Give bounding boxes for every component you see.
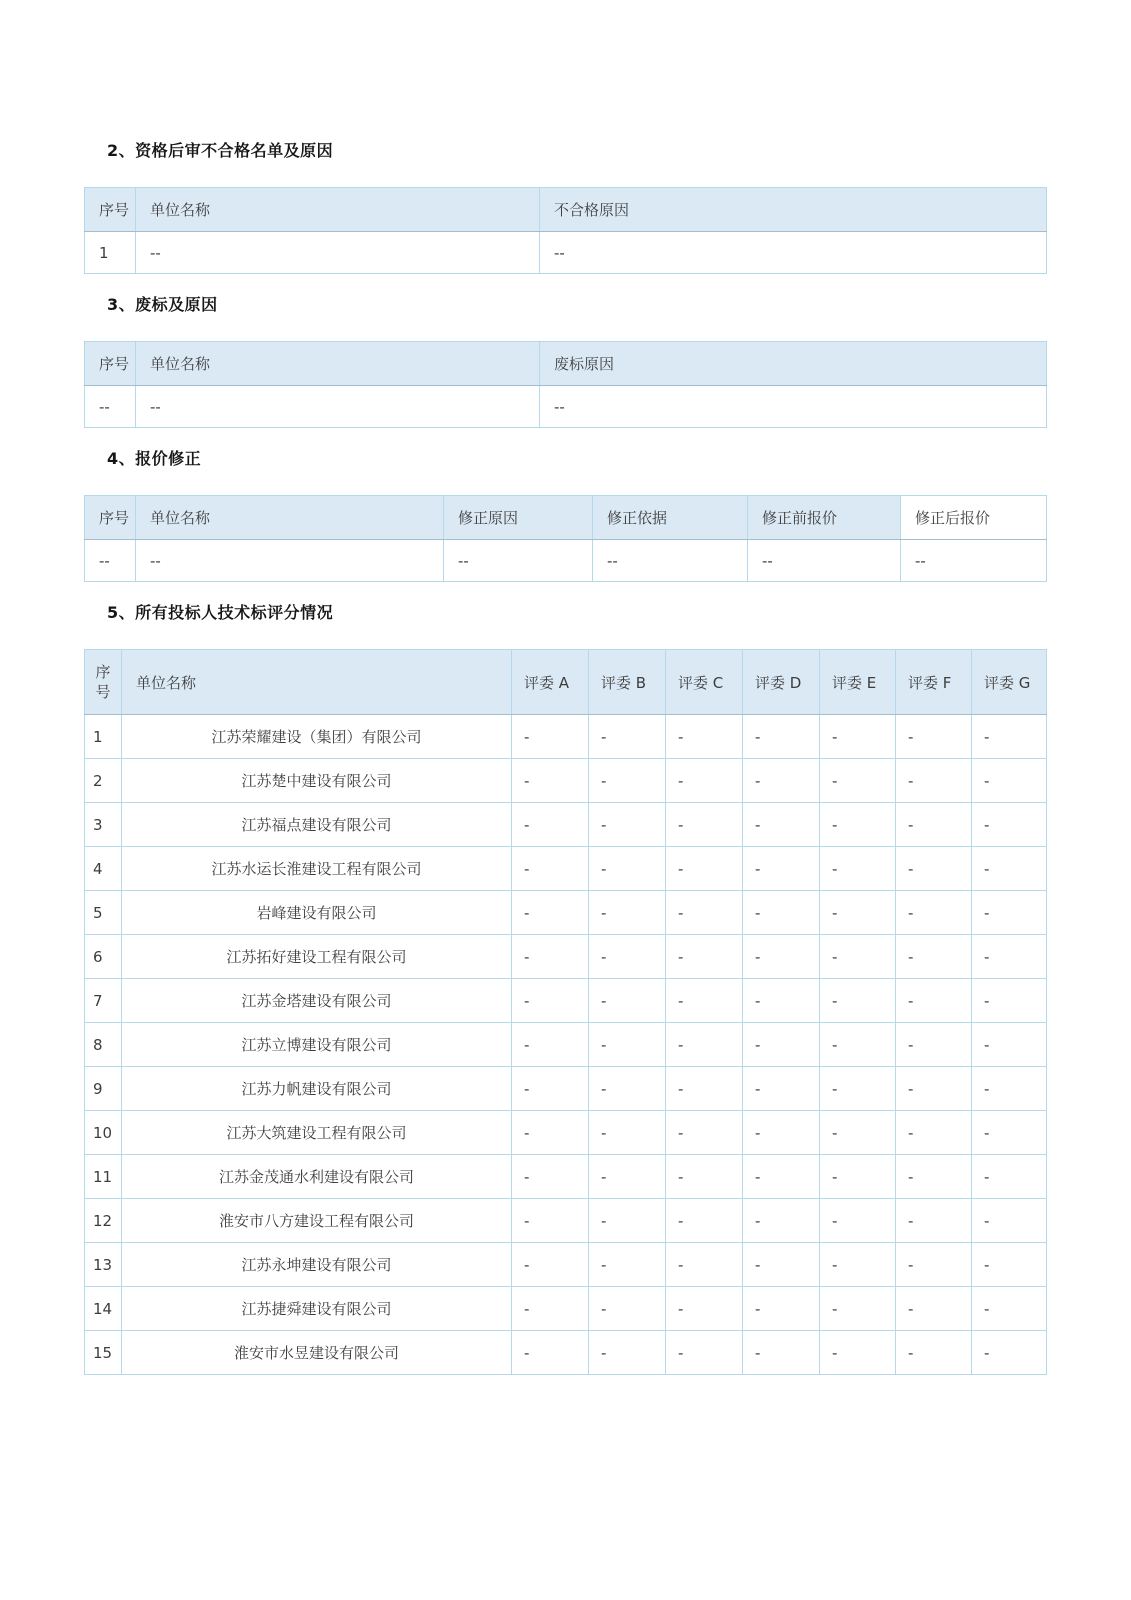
table-header-cell: 修正前报价 <box>748 496 901 540</box>
table-cell: - <box>589 1243 666 1287</box>
table-cell: - <box>512 1287 589 1331</box>
table-cell: -- <box>136 540 444 582</box>
table-cell: 7 <box>85 979 122 1023</box>
table-cell: - <box>512 847 589 891</box>
table-header-cell: 序号 <box>85 496 136 540</box>
table-cell: 12 <box>85 1199 122 1243</box>
table-cell: - <box>972 1243 1047 1287</box>
table-cell: - <box>512 1067 589 1111</box>
table-cell: - <box>666 803 743 847</box>
table-row <box>85 386 1047 428</box>
table-cell: - <box>589 1023 666 1067</box>
table-header-cell: 序号 <box>85 342 136 386</box>
table-cell: - <box>896 803 972 847</box>
section-qualification-fail <box>84 140 1047 274</box>
table-cell: - <box>666 1155 743 1199</box>
table-row <box>85 1023 1047 1067</box>
table-cell: - <box>743 1287 820 1331</box>
table-cell: -- <box>85 386 136 428</box>
table-cell: 江苏水运长淮建设工程有限公司 <box>122 847 512 891</box>
table-cell: - <box>743 1067 820 1111</box>
table-cell: - <box>820 1199 896 1243</box>
table-header-cell: 评委 F <box>896 650 972 715</box>
section-price-correction <box>84 448 1047 582</box>
table-cell: - <box>589 759 666 803</box>
table-header-cell: 单位名称 <box>122 650 512 715</box>
table-cell: - <box>743 891 820 935</box>
table-cell: - <box>589 979 666 1023</box>
section-technical-score <box>84 602 1047 1375</box>
table-cell: - <box>666 1023 743 1067</box>
table-row <box>85 1067 1047 1111</box>
table-cell: - <box>666 847 743 891</box>
table-cell: - <box>589 847 666 891</box>
table-row <box>85 540 1047 582</box>
table-cell: - <box>512 1199 589 1243</box>
table-header-cell: 序号 <box>85 188 136 232</box>
table-header-cell: 不合格原因 <box>540 188 1047 232</box>
table-cell: - <box>972 979 1047 1023</box>
table-row <box>85 891 1047 935</box>
table-row <box>85 1287 1047 1331</box>
table-cell: - <box>972 759 1047 803</box>
table-cell: - <box>820 803 896 847</box>
table-cell: - <box>743 1111 820 1155</box>
table-cell: - <box>589 1155 666 1199</box>
table-cell: - <box>512 935 589 979</box>
invalid-bid-table <box>84 341 1047 428</box>
table-cell: - <box>896 1199 972 1243</box>
table-cell: - <box>512 1243 589 1287</box>
table-header-row <box>85 342 1047 386</box>
table-cell: 8 <box>85 1023 122 1067</box>
table-cell: 3 <box>85 803 122 847</box>
table-cell: 淮安市八方建设工程有限公司 <box>122 1199 512 1243</box>
table-header-cell: 评委 E <box>820 650 896 715</box>
table-cell: - <box>896 935 972 979</box>
table-row <box>85 1111 1047 1155</box>
table-cell: - <box>512 803 589 847</box>
table-header-cell: 评委 B <box>589 650 666 715</box>
table-cell: - <box>820 1331 896 1375</box>
table-cell: 江苏楚中建设有限公司 <box>122 759 512 803</box>
section-invalid-bid <box>84 294 1047 428</box>
table-cell: - <box>743 803 820 847</box>
table-cell: - <box>666 979 743 1023</box>
table-header-cell: 评委 D <box>743 650 820 715</box>
table-cell: - <box>896 1331 972 1375</box>
table-cell: - <box>896 715 972 759</box>
table-header-cell: 评委 G <box>972 650 1047 715</box>
table-cell: 江苏永坤建设有限公司 <box>122 1243 512 1287</box>
table-cell: - <box>512 891 589 935</box>
table-cell: - <box>743 715 820 759</box>
table-cell: - <box>972 1155 1047 1199</box>
table-cell: - <box>743 1199 820 1243</box>
table-cell: 江苏立博建设有限公司 <box>122 1023 512 1067</box>
table-cell: - <box>896 1023 972 1067</box>
table-cell: - <box>512 1331 589 1375</box>
table-cell: 1 <box>85 715 122 759</box>
table-cell: - <box>820 979 896 1023</box>
table-cell: - <box>972 935 1047 979</box>
table-cell: - <box>589 935 666 979</box>
table-row <box>85 759 1047 803</box>
table-cell: - <box>743 759 820 803</box>
table-cell: - <box>589 1067 666 1111</box>
table-header-row <box>85 650 1047 715</box>
table-cell: -- <box>593 540 748 582</box>
table-cell: - <box>743 979 820 1023</box>
table-cell: - <box>972 891 1047 935</box>
table-cell: - <box>666 1287 743 1331</box>
table-cell: -- <box>85 540 136 582</box>
table-cell: 江苏拓好建设工程有限公司 <box>122 935 512 979</box>
table-row <box>85 1199 1047 1243</box>
table-header-cell: 单位名称 <box>136 188 540 232</box>
table-cell: 6 <box>85 935 122 979</box>
table-header-cell: 修正后报价 <box>901 496 1047 540</box>
table-cell: - <box>666 759 743 803</box>
table-cell: - <box>666 1331 743 1375</box>
table-cell: 13 <box>85 1243 122 1287</box>
table-cell: - <box>743 935 820 979</box>
table-row <box>85 232 1047 274</box>
table-cell: - <box>743 1023 820 1067</box>
table-cell: -- <box>136 386 540 428</box>
table-cell: 4 <box>85 847 122 891</box>
table-cell: -- <box>748 540 901 582</box>
table-cell: - <box>896 1287 972 1331</box>
table-cell: - <box>666 891 743 935</box>
table-cell: - <box>589 715 666 759</box>
table-cell: 江苏金塔建设有限公司 <box>122 979 512 1023</box>
table-cell: 2 <box>85 759 122 803</box>
table-cell: - <box>589 1111 666 1155</box>
table-cell: 14 <box>85 1287 122 1331</box>
table-cell: - <box>972 715 1047 759</box>
table-header-row <box>85 188 1047 232</box>
section-heading-qualification-fail: 2、资格后审不合格名单及原因 <box>107 141 334 160</box>
table-cell: - <box>820 1111 896 1155</box>
table-cell: - <box>896 1155 972 1199</box>
table-header-cell: 评委 C <box>666 650 743 715</box>
table-cell: 淮安市水昱建设有限公司 <box>122 1331 512 1375</box>
table-cell: - <box>820 1243 896 1287</box>
table-header-cell: 序号 <box>85 650 122 715</box>
table-cell: 1 <box>85 232 136 274</box>
table-cell: - <box>666 1199 743 1243</box>
table-cell: - <box>743 1155 820 1199</box>
table-row <box>85 935 1047 979</box>
table-header-cell: 修正原因 <box>444 496 593 540</box>
table-header-row <box>85 496 1047 540</box>
qualification-fail-table <box>84 187 1047 274</box>
table-row <box>85 847 1047 891</box>
table-header-cell: 单位名称 <box>136 496 444 540</box>
section-heading-price-correction: 4、报价修正 <box>107 449 202 468</box>
table-cell: - <box>972 1111 1047 1155</box>
table-cell: - <box>743 847 820 891</box>
table-cell: - <box>743 1331 820 1375</box>
table-cell: - <box>589 1287 666 1331</box>
section-heading-technical-score: 5、所有投标人技术标评分情况 <box>107 603 334 622</box>
table-cell: - <box>820 1287 896 1331</box>
table-cell: - <box>896 1243 972 1287</box>
table-cell: - <box>896 847 972 891</box>
table-cell: - <box>972 803 1047 847</box>
table-cell: - <box>589 1199 666 1243</box>
table-cell: 5 <box>85 891 122 935</box>
table-cell: - <box>820 1067 896 1111</box>
table-cell: - <box>589 803 666 847</box>
table-cell: - <box>820 1023 896 1067</box>
table-cell: 10 <box>85 1111 122 1155</box>
table-cell: - <box>666 1067 743 1111</box>
table-cell: - <box>666 935 743 979</box>
table-cell: 江苏力帆建设有限公司 <box>122 1067 512 1111</box>
table-cell: 江苏捷舜建设有限公司 <box>122 1287 512 1331</box>
table-cell: - <box>512 1023 589 1067</box>
table-row <box>85 979 1047 1023</box>
table-cell: - <box>972 1199 1047 1243</box>
table-cell: -- <box>444 540 593 582</box>
table-cell: - <box>972 1287 1047 1331</box>
table-cell: 江苏金茂通水利建设有限公司 <box>122 1155 512 1199</box>
table-cell: - <box>820 715 896 759</box>
table-cell: - <box>512 715 589 759</box>
table-cell: - <box>512 979 589 1023</box>
table-cell: - <box>896 759 972 803</box>
table-cell: - <box>512 1155 589 1199</box>
table-cell: - <box>589 1331 666 1375</box>
table-row <box>85 803 1047 847</box>
table-cell: - <box>666 1243 743 1287</box>
table-cell: - <box>896 1067 972 1111</box>
section-heading-invalid-bid: 3、废标及原因 <box>107 295 218 314</box>
table-row <box>85 1155 1047 1199</box>
table-cell: -- <box>540 232 1047 274</box>
price-correction-table <box>84 495 1047 582</box>
table-header-cell: 单位名称 <box>136 342 540 386</box>
table-cell: - <box>743 1243 820 1287</box>
table-cell: 9 <box>85 1067 122 1111</box>
table-cell: 江苏荣耀建设（集团）有限公司 <box>122 715 512 759</box>
table-cell: -- <box>901 540 1047 582</box>
table-cell: - <box>896 979 972 1023</box>
technical-score-table <box>84 649 1047 1375</box>
table-cell: - <box>896 891 972 935</box>
table-cell: 江苏福点建设有限公司 <box>122 803 512 847</box>
table-header-cell: 评委 A <box>512 650 589 715</box>
table-cell: - <box>666 715 743 759</box>
table-cell: - <box>512 759 589 803</box>
table-header-cell: 修正依据 <box>593 496 748 540</box>
table-cell: - <box>820 847 896 891</box>
table-cell: - <box>972 1331 1047 1375</box>
table-cell: - <box>972 847 1047 891</box>
table-row <box>85 715 1047 759</box>
table-row <box>85 1243 1047 1287</box>
table-cell: - <box>972 1067 1047 1111</box>
table-cell: - <box>589 891 666 935</box>
table-cell: 11 <box>85 1155 122 1199</box>
table-cell: - <box>972 1023 1047 1067</box>
table-cell: - <box>820 1155 896 1199</box>
table-cell: - <box>512 1111 589 1155</box>
table-cell: - <box>666 1111 743 1155</box>
table-cell: - <box>820 759 896 803</box>
table-row <box>85 1331 1047 1375</box>
table-cell: 15 <box>85 1331 122 1375</box>
table-cell: 岩峰建设有限公司 <box>122 891 512 935</box>
table-cell: - <box>896 1111 972 1155</box>
table-cell: 江苏大筑建设工程有限公司 <box>122 1111 512 1155</box>
table-cell: -- <box>136 232 540 274</box>
table-cell: - <box>820 891 896 935</box>
table-header-cell: 废标原因 <box>540 342 1047 386</box>
table-cell: -- <box>540 386 1047 428</box>
table-cell: - <box>820 935 896 979</box>
